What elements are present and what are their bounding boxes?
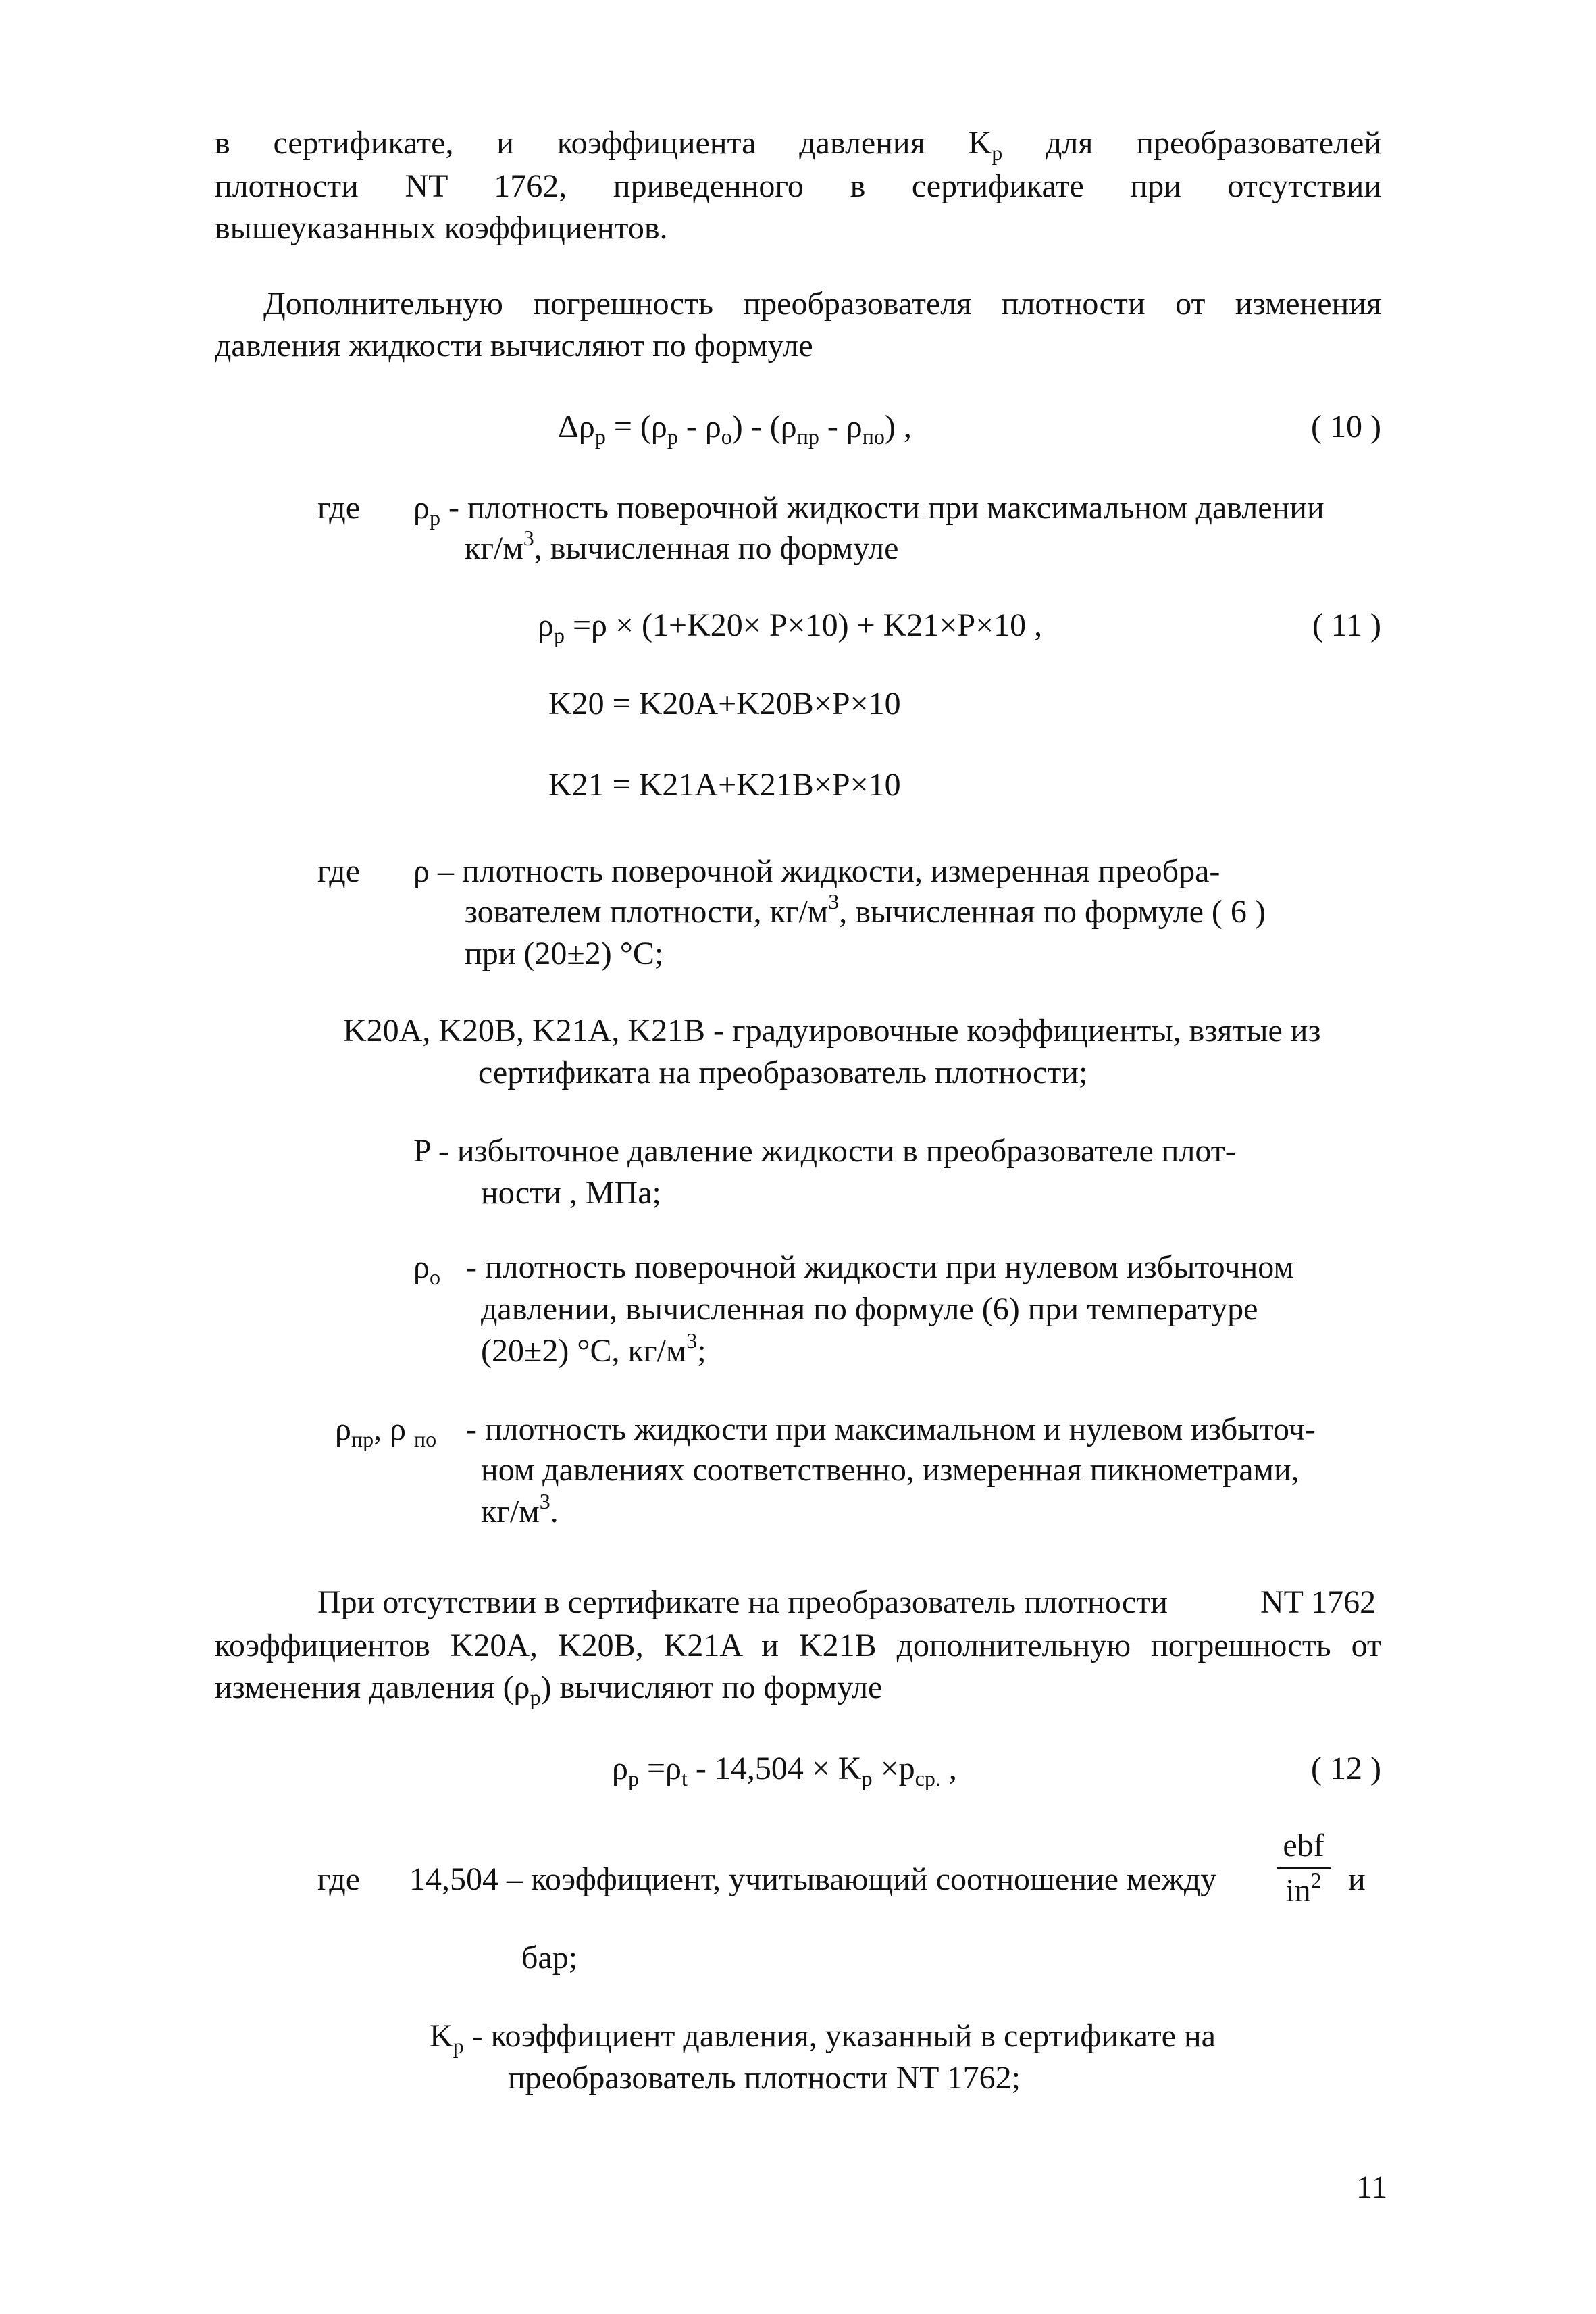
fraction-ebf-in2: [1277, 1827, 1331, 1910]
para2-line-1: Дополнительную погрешность преобразователя плотности от изменения: [263, 286, 1381, 322]
intro-line-3: вышеуказанных коэффициентов.: [215, 210, 668, 246]
def-rho-pr-line-1: - плотность жидкости при максимальном и нулевом избыточ-: [466, 1411, 1316, 1447]
para3-line-3: изменения давления $(\rho_р)$ вычисляют по формуле: [215, 1669, 883, 1709]
fraction-denominator: $in^2$: [1285, 1868, 1322, 1909]
def-p-line-2: ности , МПа;: [481, 1175, 661, 1211]
intro-line-2: плотности NT 1762, приведенного в сертификате при отсутствии: [215, 168, 1381, 204]
def-rho-o-line-1: - плотность поверочной жидкости при нулевом избыточном: [466, 1249, 1294, 1285]
def-rho-line-3: при (20±2) °С;: [465, 936, 664, 972]
def-k-line-2: сертификата на преобразователь плотности;: [478, 1055, 1088, 1090]
def-rho-pr-symbols: $\rho_{пр}$, ρ $_{по}$: [335, 1411, 437, 1451]
def-rho-line-1: ρ – плотность поверочной жидкости, измеренная преобра-: [413, 853, 1220, 889]
def-rho-p-line-1: $\rho_р$ - плотность поверочной жидкости при максимальном давлении: [413, 490, 1324, 530]
def-p-line-1: P - избыточное давление жидкости в преобразователе плот-: [413, 1133, 1236, 1169]
def-rho-o-symbol: $\rho_о$: [413, 1249, 440, 1289]
where-label-2: где: [317, 853, 361, 889]
def-14504-and: и: [1348, 1861, 1366, 1897]
equation-12: $\rho_р =\rho_t - 14,504 \times K_р \times p_{ср.}$ ,: [612, 1751, 957, 1790]
para3-line-2: коэффициентов K20A, K20B, K21A и K21B дополнительную погрешность от: [215, 1628, 1381, 1663]
def-kp-line-2: преобразователь плотности NT 1762;: [508, 2060, 1021, 2096]
equation-11-number: ( 11 ): [1312, 607, 1381, 643]
page-number: 11: [1356, 2169, 1388, 2205]
para3-line-1b: NT 1762: [1260, 1584, 1376, 1620]
equation-12-number: ( 12 ): [1311, 1751, 1381, 1786]
def-k-line-1: K20A, K20B, K21A, K21B - градуировочные коэффициенты, взятые из: [343, 1013, 1321, 1049]
def-rho-pr-line-2: ном давлениях соответственно, измеренная пикнометрами,: [481, 1452, 1299, 1488]
para2-line-2: давления жидкости вычисляют по формуле: [215, 328, 813, 363]
intro-line-1: в сертификате, и коэффициента давления $K_р$ для преобразователей: [215, 125, 1382, 165]
def-rho-pr-line-3: $кг/м^3$.: [481, 1489, 559, 1530]
def-rho-p-line-2: $кг/м^3$, вычисленная по формуле: [465, 526, 899, 566]
where-label-1: где: [317, 490, 361, 526]
def-rho-line-2: зователем плотности, $кг/м^3$, вычисленная по формуле ( 6 ): [465, 889, 1266, 930]
where-label-3: где: [317, 1861, 361, 1897]
def-kp-line-1: $K_р$ - коэффициент давления, указанный в сертификате на: [430, 2018, 1216, 2058]
equation-10: $\Delta\rho_р = (\rho_р - \rho_о) - (\rho_{пр} - \rho_{по})$ ,: [558, 409, 912, 449]
fraction-bar: [1277, 1867, 1331, 1869]
def-14504-line-2: бар;: [521, 1940, 578, 1976]
equation-k20: K20 = K20A+K20B×P×10: [548, 686, 901, 722]
def-14504-line-1: 14,504 – коэффициент, учитывающий соотношение между: [409, 1861, 1217, 1897]
para3-line-1a: При отсутствии в сертификате на преобразователь плотности: [317, 1584, 1168, 1620]
fraction-numerator: ebf: [1283, 1828, 1324, 1863]
def-rho-o-line-2: давлении, вычисленная по формуле (6) при температуре: [481, 1291, 1258, 1327]
equation-k21: K21 = K21A+K21B×P×10: [548, 767, 901, 803]
def-rho-o-line-3: (20±2) °С, $кг/м^3$;: [481, 1328, 706, 1369]
equation-10-number: ( 10 ): [1311, 409, 1381, 445]
equation-11: $\rho_р =\rho \times (1+K20\times P\times 10) + K21\times P\times 10$ ,: [538, 607, 1043, 647]
